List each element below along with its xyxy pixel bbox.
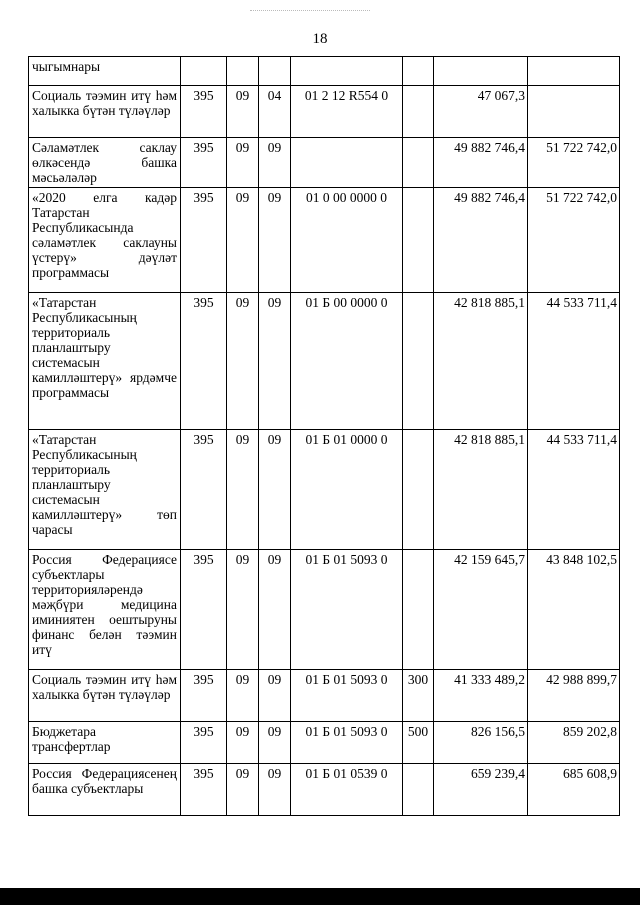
section-code-cell: 09 [227, 550, 259, 670]
amount-year2-cell: 43 848 102,5 [528, 550, 620, 670]
amount-year2-cell: 44 533 711,4 [528, 430, 620, 550]
subsection-code-cell: 04 [259, 86, 291, 138]
target-article-cell: 01 Б 01 5093 0 [291, 722, 403, 764]
ministry-code-cell: 395 [181, 430, 227, 550]
table-row [29, 293, 620, 430]
table-row [29, 57, 620, 86]
amount-year2-cell: 42 988 899,7 [528, 670, 620, 722]
page-number: 18 [312, 31, 328, 47]
target-article-cell: 01 0 00 0000 0 [291, 188, 403, 293]
amount-year1-cell: 47 067,3 [434, 86, 528, 138]
table-row [29, 188, 620, 293]
ministry-code-cell: 395 [181, 670, 227, 722]
section-code-cell: 09 [227, 430, 259, 550]
expense-type-cell [403, 764, 434, 816]
section-code-cell: 09 [227, 722, 259, 764]
target-article-cell: 01 Б 01 5093 0 [291, 670, 403, 722]
row-name-cell: «Татарстан Республикасының территориаль планлаштыру системасын камилләштерү» ярдәмче программасы [29, 293, 181, 430]
section-code-cell: 09 [227, 138, 259, 188]
expense-type-cell [403, 188, 434, 293]
target-article-cell: 01 Б 01 5093 0 [291, 550, 403, 670]
table-row [29, 138, 620, 188]
table-row [29, 550, 620, 670]
expense-type-cell [403, 138, 434, 188]
row-name-cell: Сәламәтлек саклау өлкәсендә башка мәсьәләләр [29, 138, 181, 188]
ministry-code-cell: 395 [181, 293, 227, 430]
amount-year1-cell [434, 57, 528, 86]
target-article-cell [291, 57, 403, 86]
ministry-code-cell: 395 [181, 188, 227, 293]
subsection-code-cell: 09 [259, 722, 291, 764]
expense-type-cell [403, 430, 434, 550]
amount-year2-cell: 859 202,8 [528, 722, 620, 764]
target-article-cell: 01 Б 01 0000 0 [291, 430, 403, 550]
amount-year2-cell [528, 57, 620, 86]
ministry-code-cell [181, 57, 227, 86]
amount-year2-cell: 44 533 711,4 [528, 293, 620, 430]
budget-table [28, 56, 620, 816]
subsection-code-cell: 09 [259, 550, 291, 670]
scan-artifact [250, 10, 370, 13]
ministry-code-cell: 395 [181, 550, 227, 670]
table-row [29, 764, 620, 816]
row-name-cell: Россия Федерациясенең башка субъектлары [29, 764, 181, 816]
ministry-code-cell: 395 [181, 86, 227, 138]
section-code-cell: 09 [227, 188, 259, 293]
expense-type-cell [403, 86, 434, 138]
row-name-cell: Социаль тәэмин итү һәм халыкка бүтән түләүләр [29, 670, 181, 722]
ministry-code-cell: 395 [181, 722, 227, 764]
subsection-code-cell: 09 [259, 670, 291, 722]
expense-type-cell [403, 57, 434, 86]
amount-year1-cell: 42 818 885,1 [434, 293, 528, 430]
target-article-cell: 01 2 12 R554 0 [291, 86, 403, 138]
amount-year1-cell: 41 333 489,2 [434, 670, 528, 722]
subsection-code-cell: 09 [259, 764, 291, 816]
row-name-cell: Социаль тәэмин итү һәм халыкка бүтән түләүләр [29, 86, 181, 138]
table-row [29, 722, 620, 764]
amount-year1-cell: 49 882 746,4 [434, 138, 528, 188]
target-article-cell: 01 Б 00 0000 0 [291, 293, 403, 430]
section-code-cell [227, 57, 259, 86]
row-name-cell: «2020 елга кадәр Татарстан Республикасында сәламәтлек саклауны үстерү» дәүләт программасы [29, 188, 181, 293]
subsection-code-cell: 09 [259, 430, 291, 550]
target-article-cell: 01 Б 01 0539 0 [291, 764, 403, 816]
target-article-cell [291, 138, 403, 188]
scan-bottom-edge [0, 888, 640, 905]
section-code-cell: 09 [227, 670, 259, 722]
ministry-code-cell: 395 [181, 764, 227, 816]
ministry-code-cell: 395 [181, 138, 227, 188]
expense-type-cell [403, 293, 434, 430]
table-row [29, 670, 620, 722]
expense-type-cell: 500 [403, 722, 434, 764]
amount-year1-cell: 42 159 645,7 [434, 550, 528, 670]
amount-year1-cell: 49 882 746,4 [434, 188, 528, 293]
row-name-cell: «Татарстан Республикасының территориаль планлаштыру системасын камилләштерү» төп чарасы [29, 430, 181, 550]
section-code-cell: 09 [227, 764, 259, 816]
amount-year1-cell: 826 156,5 [434, 722, 528, 764]
subsection-code-cell: 09 [259, 188, 291, 293]
row-name-cell: чыгымнары [29, 57, 181, 86]
amount-year2-cell: 685 608,9 [528, 764, 620, 816]
section-code-cell: 09 [227, 293, 259, 430]
amount-year1-cell: 42 818 885,1 [434, 430, 528, 550]
subsection-code-cell: 09 [259, 293, 291, 430]
expense-type-cell [403, 550, 434, 670]
expense-type-cell: 300 [403, 670, 434, 722]
subsection-code-cell: 09 [259, 138, 291, 188]
amount-year2-cell: 51 722 742,0 [528, 188, 620, 293]
row-name-cell: Бюджетара трансфертлар [29, 722, 181, 764]
row-name-cell: Россия Федерациясе субъектлары территорияләрендә мәҗбүри медицина иминиятен оештыруны финанс белән тәэмин итү [29, 550, 181, 670]
table-row [29, 86, 620, 138]
subsection-code-cell [259, 57, 291, 86]
amount-year2-cell [528, 86, 620, 138]
amount-year2-cell: 51 722 742,0 [528, 138, 620, 188]
section-code-cell: 09 [227, 86, 259, 138]
table-row [29, 430, 620, 550]
amount-year1-cell: 659 239,4 [434, 764, 528, 816]
table-body [29, 57, 620, 816]
